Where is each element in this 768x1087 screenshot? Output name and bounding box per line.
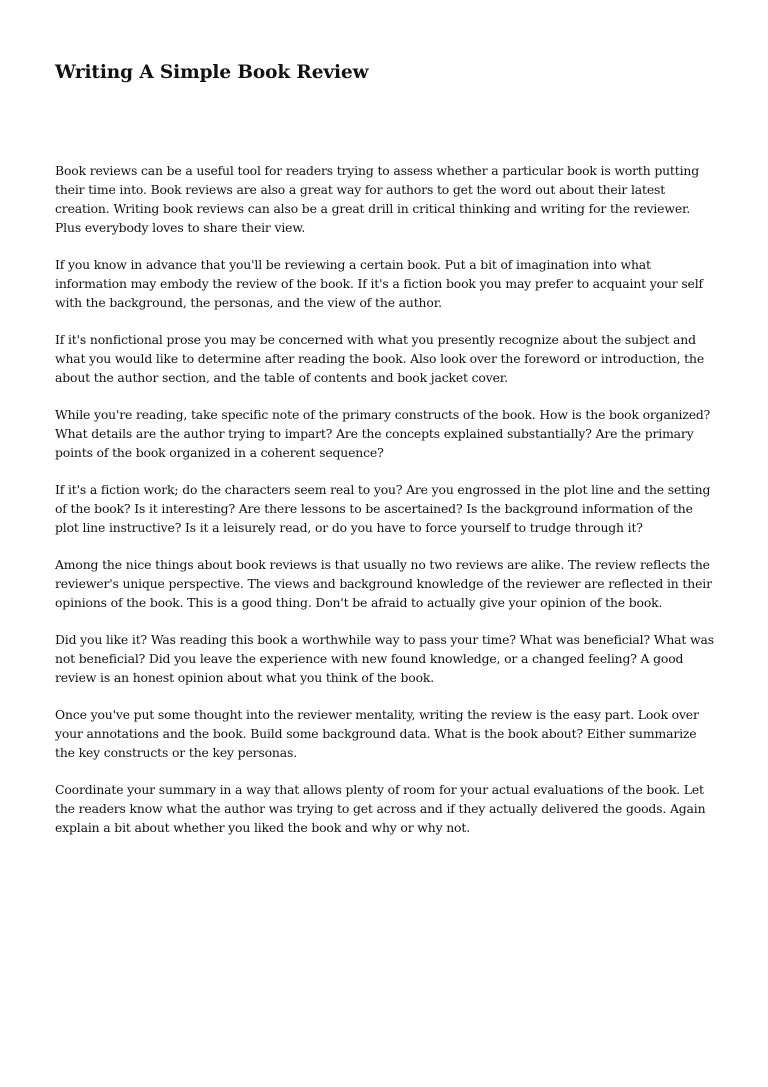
page-title: Writing A Simple Book Review — [55, 62, 369, 83]
paragraph-8: Once you've put some thought into the reviewer mentality, writing the review is the easy part. Look over your annotations and the book. Build some background data. What is the book about? Either summarize the key constructs or the key personas. — [55, 707, 699, 760]
paragraph-2: If you know in advance that you'll be reviewing a certain book. Put a bit of imagination into what information may embody the review of the book. If it's a fiction book you may prefer to acquaint your self with the background, the personas, and the view of the author. — [55, 257, 703, 310]
paragraph-7: Did you like it? Was reading this book a worthwhile way to pass your time? What was beneficial? What was not beneficial? Did you leave the experience with new found knowledge, or a changed feeling? A good review is an honest opinion about what you think of the book. — [55, 632, 714, 685]
paragraph-1: Book reviews can be a useful tool for readers trying to assess whether a particular book is worth putting their time into. Book reviews are also a great way for authors to get the word out about their latest creation. Writing book reviews can also be a great drill in critical thinking and writing for the reviewer. Plus everybody loves to share their view. — [55, 163, 700, 235]
paragraph-6: Among the nice things about book reviews is that usually no two reviews are alike. The review reflects the reviewer's unique perspective. The views and background knowledge of the reviewer are reflected in their opinions of the book. This is a good thing. Don't be afraid to actually give your opinion of the book. — [55, 557, 712, 610]
paragraph-9: Coordinate your summary in a way that allows plenty of room for your actual evaluations of the book. Let the readers know what the author was trying to get across and if they actually delivered the goods. Again explain a bit about whether you liked the book and why or why not. — [55, 782, 706, 835]
article-body — [55, 161, 717, 855]
paragraph-3: If it's nonfictional prose you may be concerned with what you presently recognize about the subject and what you would like to determine after reading the book. Also look over the foreword or introduction, the about the author section, and the table of contents and book jacket cover. — [55, 332, 705, 385]
paragraph-5: If it's a fiction work; do the characters seem real to you? Are you engrossed in the plot line and the setting of the book? Is it interesting? Are there lessons to be ascertained? Is the background information of the plot line instructive? Is it a leisurely read, or do you have to force yourself to trudge through it? — [55, 482, 711, 535]
paragraph-4: While you're reading, take specific note of the primary constructs of the book. How is the book organized? What details are the author trying to impart? Are the concepts explained substantially? Are the primary points of the book organized in a coherent sequence? — [55, 407, 711, 460]
